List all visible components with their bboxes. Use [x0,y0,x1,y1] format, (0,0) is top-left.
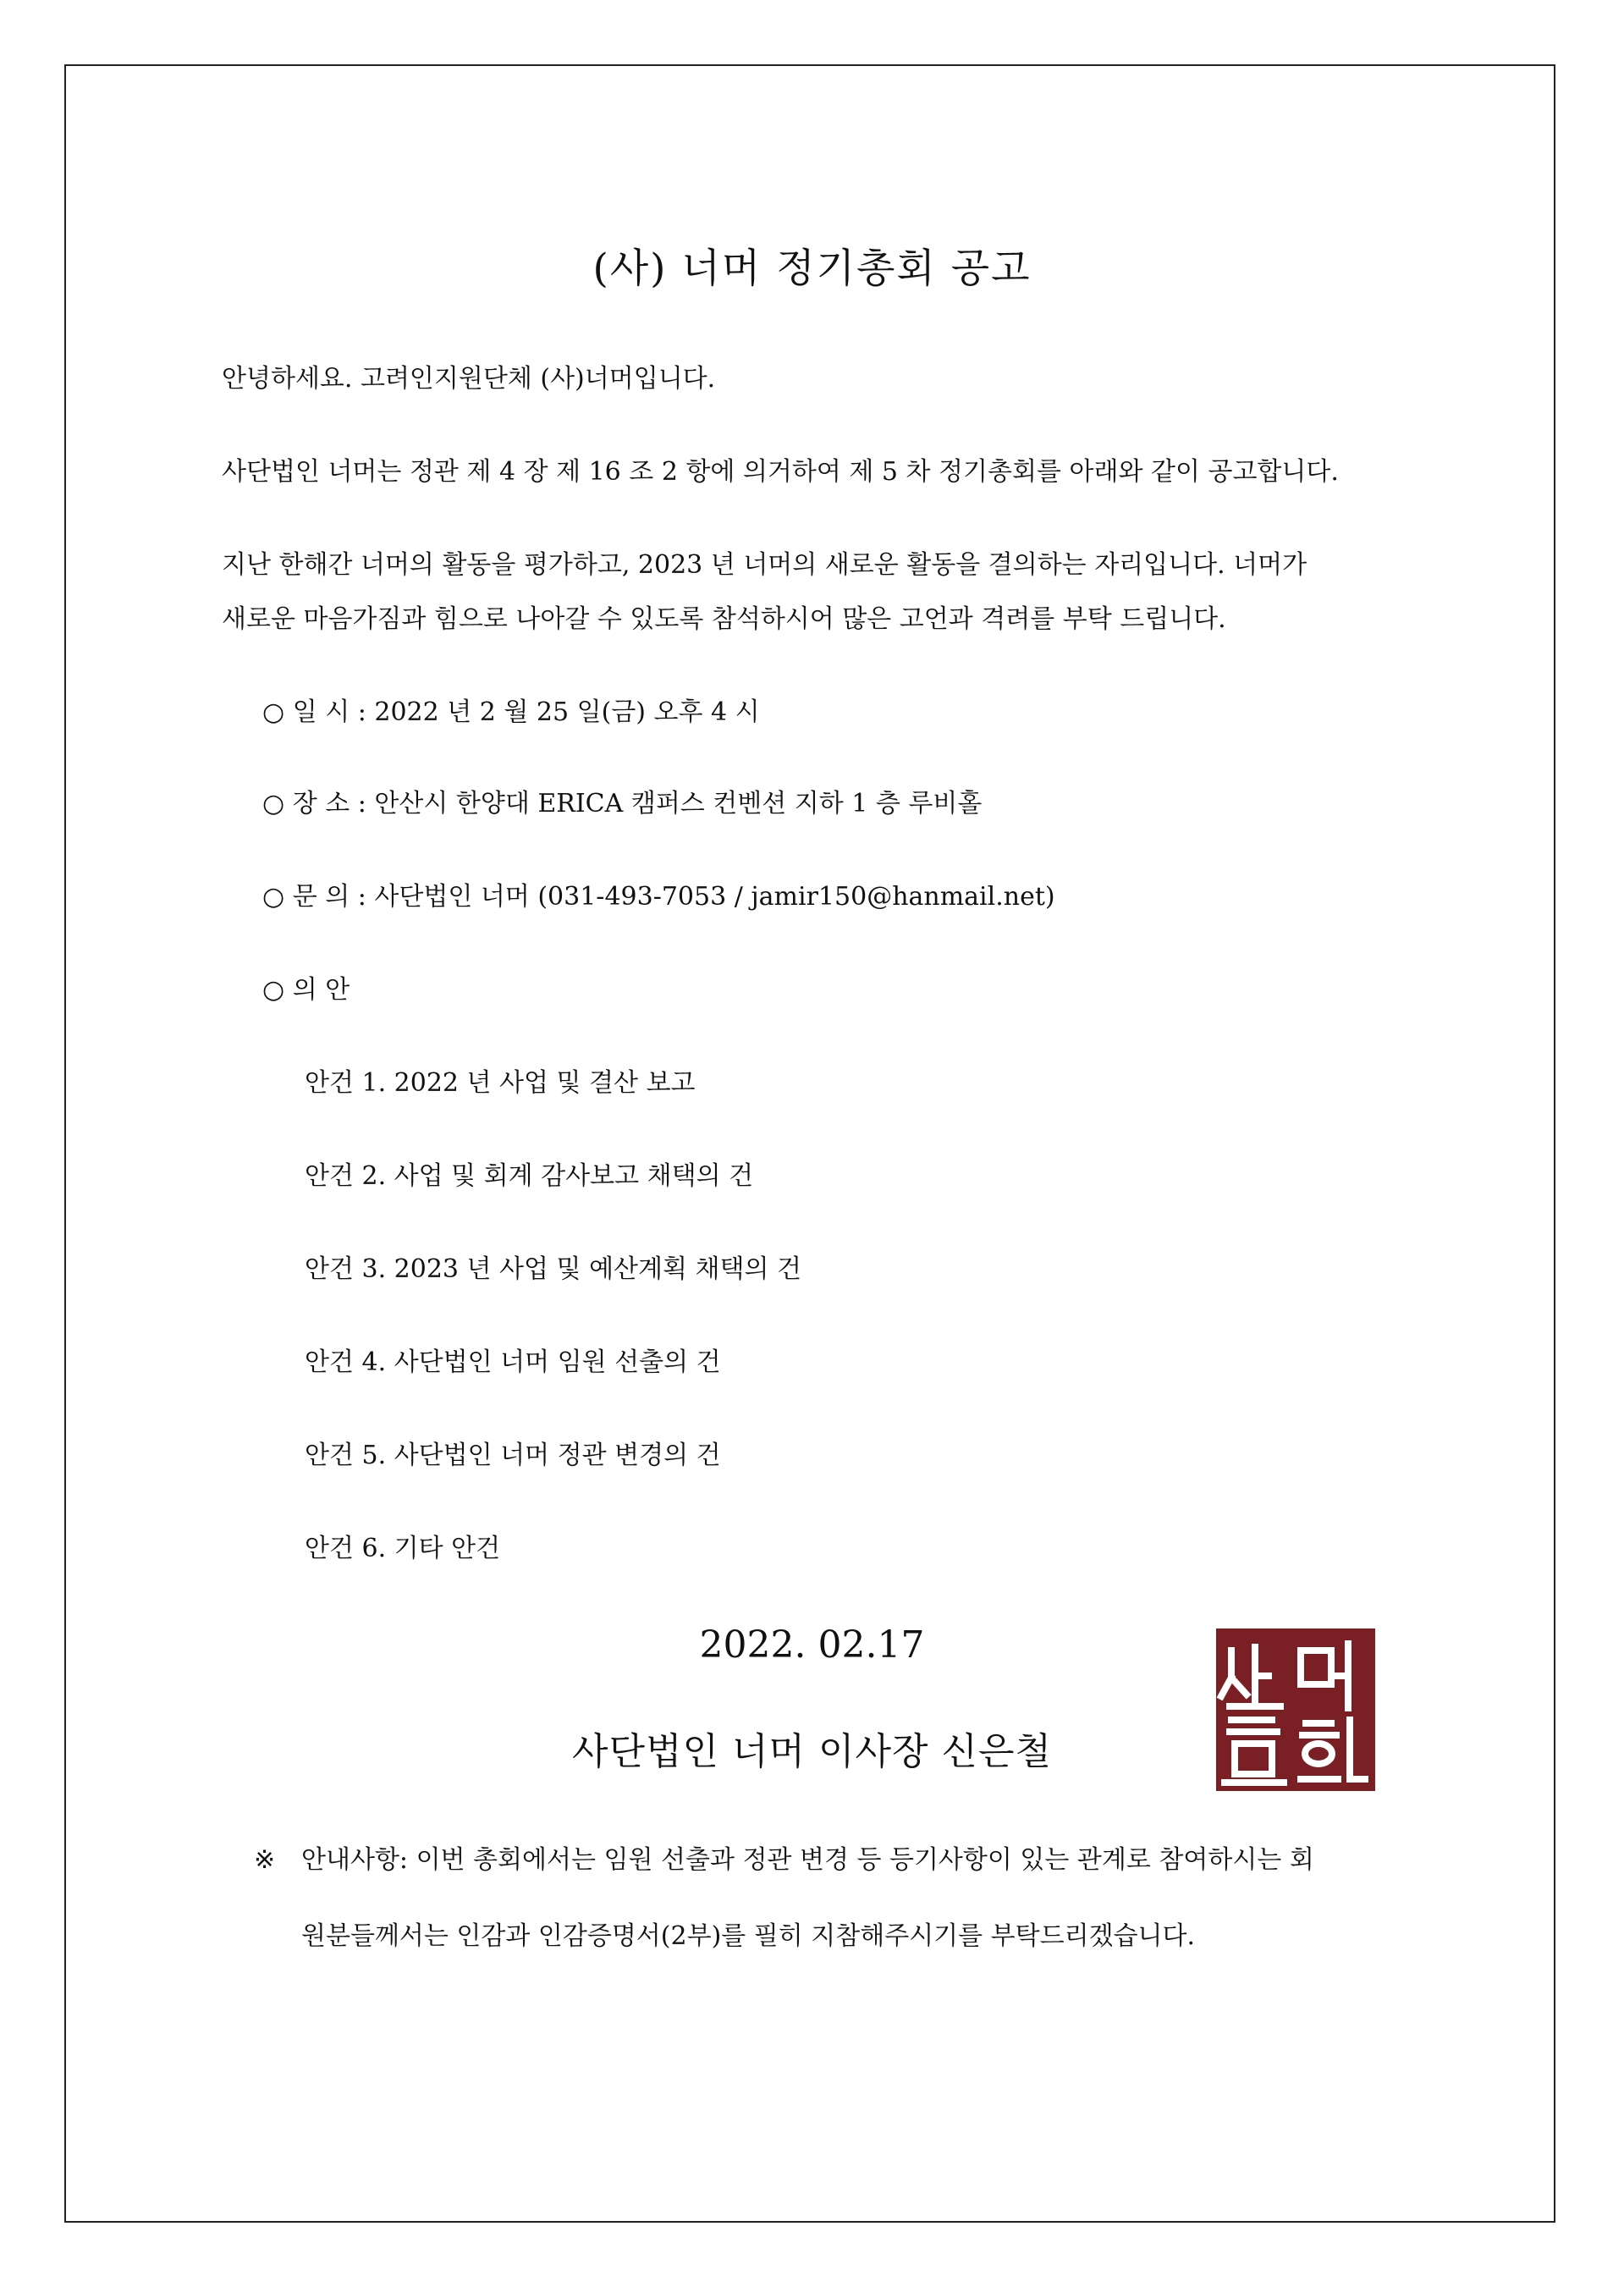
notice-mark: ※ [254,1845,276,1875]
agenda-item: 안건 1. 2022 년 사업 및 결산 보고 [305,1068,696,1098]
purpose-paragraph-line2: 새로운 마음가짐과 힘으로 나아갈 수 있도록 참석하시어 많은 고언과 격려를 부탁 드립니다. [222,604,1226,634]
agenda-item: 안건 2. 사업 및 회계 감사보고 채택의 건 [305,1161,754,1191]
agenda-item: 안건 3. 2023 년 사업 및 예산계획 채택의 건 [305,1254,801,1284]
official-seal-icon [1213,1625,1379,1794]
basis-paragraph: 사단법인 너머는 정관 제 4 장 제 16 조 2 항에 의거하여 제 5 차 정기총회를 아래와 같이 공고합니다. [222,457,1339,487]
notice-title: (사) 너머 정기총회 공고 [592,245,1032,292]
chairman-signature: 사단법인 너머 이사장 신은철 [571,1730,1052,1773]
detail-location: ○ 장 소 : 안산시 한양대 ERICA 캠퍼스 컨벤션 지하 1 층 루비홀 [262,789,983,818]
detail-contact: ○ 문 의 : 사단법인 너머 (031-493-7053 / jamir150@hanmail.net) [262,882,1055,912]
detail-datetime: ○ 일 시 : 2022 년 2 월 25 일(금) 오후 4 시 [262,697,760,727]
purpose-paragraph-line1: 지난 한해간 너머의 활동을 평가하고, 2023 년 너머의 새로운 활동을 결의하는 자리입니다. 너머가 [222,550,1307,580]
notice-line2: 원분들께서는 인감과 인감증명서(2부)를 필히 지참해주시기를 부탁드리겠습니다. [301,1921,1196,1951]
agenda-heading: ○ 의 안 [262,975,350,1005]
greeting-paragraph: 안녕하세요. 고려인지원단체 (사)너머입니다. [222,364,716,394]
agenda-item: 안건 6. 기타 안건 [305,1534,501,1563]
agenda-item: 안건 4. 사단법인 너머 임원 선출의 건 [305,1347,721,1377]
notice-date: 2022. 02.17 [699,1623,925,1667]
notice-line1: 안내사항: 이번 총회에서는 임원 선출과 정관 변경 등 등기사항이 있는 관계로 참여하시는 회 [301,1845,1314,1875]
agenda-item: 안건 5. 사단법인 너머 정관 변경의 건 [305,1441,721,1470]
